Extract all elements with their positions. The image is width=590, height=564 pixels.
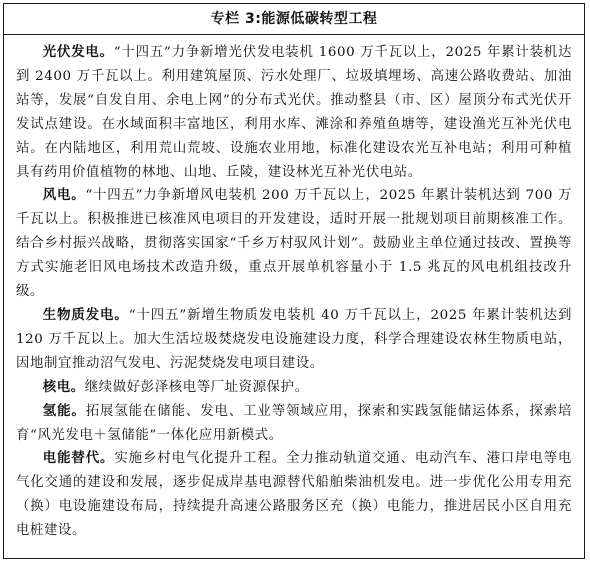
- box-content: [4, 35, 584, 543]
- column-box: [3, 3, 585, 559]
- section-text: 拓展氢能在储能、发电、工业等领域应用，探索和实践氢能储运体系，探索培育“风光发电＋氢储能”一体化应用新模式。: [16, 403, 572, 443]
- section-biomass: [16, 304, 572, 376]
- section-hydrogen: [16, 400, 572, 448]
- section-heading: 光伏发电。: [42, 45, 114, 60]
- section-heading: 核电。: [42, 379, 85, 395]
- section-text: 继续做好彭泽核电等厂址资源保护。: [84, 379, 309, 395]
- section-electrification: [16, 447, 572, 543]
- section-text: “十四五”新增生物质发电装机 40 万千瓦以上，2025 年累计装机达到 120 万千瓦以上。加大生活垃圾焚烧发电设施建设力度，科学合理建设农林生物质电站，因地制宜推动沼气发电、污泥焚烧发电项目建设。: [16, 307, 572, 371]
- section-heading: 氢能。: [42, 403, 86, 419]
- section-heading: 生物质发电。: [42, 307, 129, 323]
- section-text: “十四五”力争新增光伏发电装机 1600 万千瓦以上，2025 年累计装机达到 2400 万千瓦以上。利用建筑屋顶、污水处理厂、垃圾填埋场、高速公路收费站、加油站等，发展“自发自用、余电上网”的分布式光伏。推动整县（市、区）屋顶分布式光伏开发试点建设。在水域面积丰富地区，利用水库、滩涂和养殖鱼塘等，建设渔光互补光伏电站。在内陆地区，利用荒山荒坡、设施农业用地，标准化建设农光互补电站；利用可种植具有药用价值植物的林地、山地、丘陵，建设林光互补光伏电站。: [16, 45, 573, 180]
- section-solar: [16, 41, 572, 184]
- section-heading: 电能替代。: [42, 451, 115, 467]
- section-nuclear: [16, 376, 572, 400]
- section-text: 实施乡村电气化提升工程。全力推动轨道交通、电动汽车、港口岸电等电气化交通的建设和发展，逐步促成岸基电源替代船舶柴油机发电。进一步优化公用专用充（换）电设施建设布局，持续提升高速公路服务区充（换）电能力，推进居民小区自用充电桩建设。: [16, 451, 572, 539]
- box-title: 专栏 3:能源低碳转型工程: [4, 4, 584, 35]
- section-wind: [16, 184, 572, 304]
- section-text: “十四五”力争新增风电装机 200 万千瓦以上，2025 年累计装机达到 700 万千瓦以上。积极推进已核准风电项目的开发建设，适时开展一批规划项目前期核准工作。结合乡村振兴战略，贯彻落实国家“千乡万村驭风计划”。鼓励业主单位通过技改、置换等方式实施老旧风电场技术改造升级，重点开展单机容量小于 1.5 兆瓦的风电机组技改升级。: [16, 188, 572, 300]
- section-heading: 风电。: [42, 188, 86, 204]
